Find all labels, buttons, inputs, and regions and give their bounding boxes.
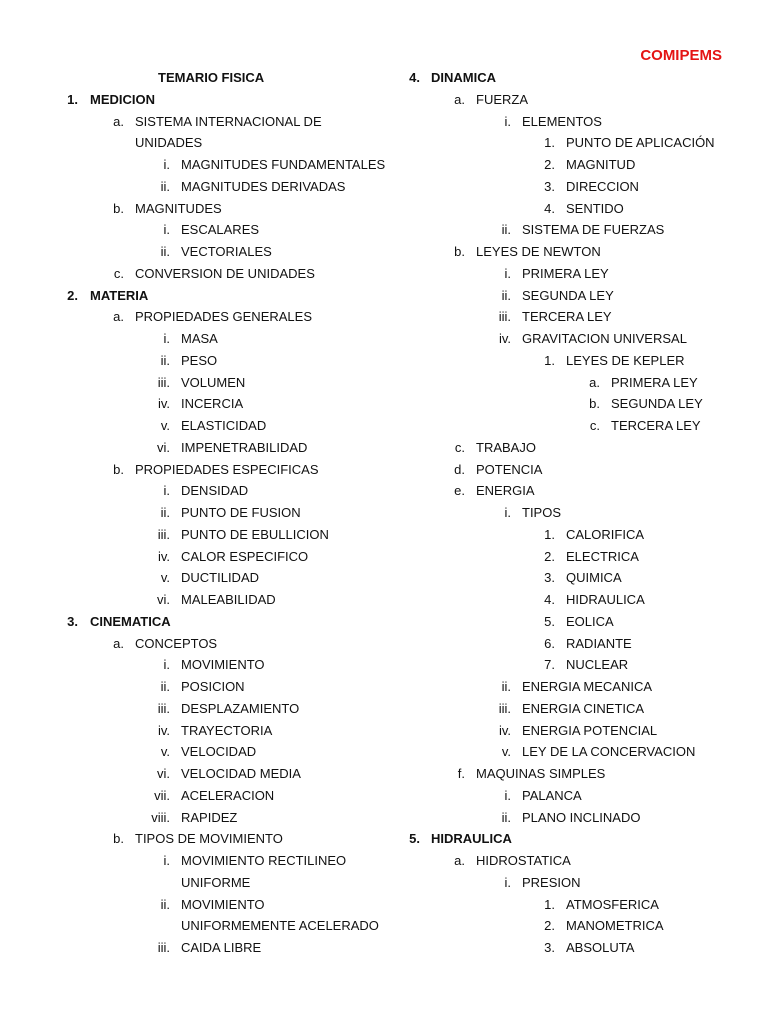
outline-item-text: SISTEMA INTERNACIONAL DE	[135, 113, 322, 129]
outline-item-number: ii.	[160, 679, 170, 694]
outline-item-number: i.	[163, 657, 170, 673]
outline-item	[0, 306, 768, 328]
outline-item-number: iv.	[157, 548, 170, 564]
outline-item	[0, 785, 768, 807]
outline-item-text: NUCLEAR	[566, 657, 629, 673]
outline-item-number: ii.	[501, 287, 511, 303]
outline-item-text: ENERGIA MECANICA	[522, 679, 653, 694]
outline-item-number: iv.	[498, 331, 511, 346]
outline-item-text: ENERGIA	[476, 483, 535, 499]
outline-item-text: ATMOSFERICA	[566, 896, 659, 912]
outline-item-number: f.	[457, 766, 465, 781]
outline-item-number: ii.	[160, 178, 170, 194]
outline-item-text: VELOCIDAD	[181, 744, 257, 760]
outline-item-text: VECTORIALES	[181, 244, 272, 259]
outline-item-number: i.	[163, 157, 170, 172]
outline-item	[0, 567, 768, 589]
outline-item-text: GRAVITACION UNIVERSAL	[522, 331, 687, 346]
outline-item-text: PUNTO DE FUSION	[181, 505, 301, 520]
outline-item-text: CALORIFICA	[566, 526, 645, 542]
outline-item	[0, 328, 768, 350]
outline-item-text: PROPIEDADES GENERALES	[135, 309, 312, 325]
outline-item-number: 3.	[544, 940, 555, 955]
outline-item-number: i.	[163, 331, 170, 346]
outline-item-number: c.	[454, 439, 465, 455]
outline-item-text: ACELERACION	[181, 787, 275, 803]
outline-item-text: PROPIEDADES ESPECIFICAS	[135, 461, 319, 477]
outline-item-text: MAGNITUDES FUNDAMENTALES	[181, 157, 386, 172]
outline-item-text: CONCEPTOS	[135, 635, 218, 651]
outline-item-number: i.	[504, 787, 511, 803]
outline-item-number: ii.	[501, 222, 511, 238]
outline-item-text: DUCTILIDAD	[181, 570, 260, 586]
outline-item-text: PESO	[181, 352, 218, 368]
outline-item-text: PRIMERA LEY	[611, 374, 698, 390]
outline-item-number: ii.	[160, 352, 170, 368]
outline-item-number: b.	[113, 831, 124, 847]
outline-item-number: i.	[504, 113, 511, 129]
outline-item-number: 4.	[544, 200, 555, 216]
outline-item	[0, 198, 768, 220]
outline-item-text: VELOCIDAD MEDIA	[181, 766, 301, 781]
outline-item-number: i.	[163, 853, 170, 868]
outline-item-text: ABSOLUTA	[566, 940, 635, 955]
outline-item-number: 2.	[67, 287, 78, 303]
outline-item-text: PLANO INCLINADO	[522, 809, 641, 825]
outline-item-text: PUNTO DE APLICACIÓN	[566, 135, 715, 151]
right-outline-column	[0, 67, 768, 959]
outline-item-text: HIDRAULICA	[566, 592, 645, 607]
outline-item-text: PRESION	[522, 874, 581, 890]
outline-item-text: RAPIDEZ	[181, 809, 238, 825]
outline-item	[0, 415, 768, 437]
outline-item	[0, 176, 768, 198]
outline-item-number: iii.	[498, 309, 511, 325]
outline-item-number: a.	[589, 374, 600, 390]
outline-item-number: iii.	[498, 700, 511, 716]
outline-item-text: ELEMENTOS	[522, 113, 602, 129]
outline-item	[0, 633, 768, 655]
outline-item-text: DESPLAZAMIENTO	[181, 700, 300, 716]
outline-item-text: CAIDA LIBRE	[181, 940, 262, 955]
outline-item	[0, 393, 768, 415]
outline-item	[0, 915, 768, 937]
outline-item-number: a.	[454, 91, 465, 107]
outline-item	[0, 502, 768, 524]
outline-item-text: MOVIMIENTO	[181, 657, 265, 673]
outline-item-text: POSICION	[181, 679, 245, 694]
outline-item-text: MANOMETRICA	[566, 918, 664, 934]
section-heading: MATERIA	[90, 287, 149, 303]
outline-item-number: v.	[501, 744, 511, 760]
outline-item	[0, 654, 768, 676]
section-heading: MEDICION	[90, 91, 155, 107]
outline-item-text: DIRECCION	[566, 178, 639, 194]
outline-item-number: b.	[454, 244, 465, 259]
outline-item-text: TIPOS	[522, 505, 562, 520]
outline-item-number: iii.	[157, 526, 170, 542]
outline-item-number: c.	[589, 418, 600, 433]
outline-item-text: ELASTICIDAD	[181, 418, 267, 433]
outline-item	[0, 241, 768, 263]
outline-item	[0, 741, 768, 763]
outline-item-number: 5.	[544, 613, 555, 629]
document-title: TEMARIO FISICA	[158, 70, 265, 85]
outline-item-number: v.	[160, 744, 170, 760]
outline-item-text: CALOR ESPECIFICO	[181, 548, 309, 564]
outline-item-text: PRIMERA LEY	[522, 265, 609, 281]
outline-item-number: i.	[163, 222, 170, 238]
outline-item-text: ENERGIA POTENCIAL	[522, 722, 658, 738]
outline-item-number: vi.	[157, 592, 170, 607]
outline-item-number: 4.	[544, 592, 555, 607]
outline-item-number: vii.	[154, 787, 170, 803]
outline-item-text: SISTEMA DE FUERZAS	[522, 222, 665, 238]
outline-item	[0, 350, 768, 372]
outline-item	[0, 763, 768, 785]
outline-item-number: 3.	[544, 178, 555, 194]
outline-item-number: v.	[160, 570, 170, 586]
outline-item-number: e.	[454, 483, 465, 499]
outline-item-number: 1.	[544, 135, 555, 151]
outline-item-text: ENERGIA CINETICA	[522, 700, 645, 716]
outline-item-number: ii.	[160, 244, 170, 259]
outline-item-number: iv.	[157, 396, 170, 412]
outline-item	[0, 850, 768, 872]
outline-item-text: MAQUINAS SIMPLES	[476, 766, 606, 781]
outline-item-number: vi.	[157, 439, 170, 455]
outline-item-number: b.	[589, 396, 600, 412]
outline-item-number: a.	[113, 309, 124, 325]
outline-item-text: UNIFORME	[181, 874, 251, 890]
outline-item-text: UNIFORMEMENTE ACELERADO	[181, 918, 379, 934]
outline-item	[0, 872, 768, 894]
outline-item-text: LEY DE LA CONCERVACION	[522, 744, 696, 760]
outline-item-text: EOLICA	[566, 613, 614, 629]
brand-heading: COMIPEMS	[640, 47, 722, 64]
outline-item-text: SEGUNDA LEY	[522, 287, 614, 303]
outline-item	[0, 437, 768, 459]
outline-item-text: TRABAJO	[476, 439, 536, 455]
outline-item-number: a.	[113, 635, 124, 651]
outline-item	[0, 132, 768, 154]
outline-item-number: ii.	[160, 896, 170, 912]
outline-item-number: v.	[160, 418, 170, 433]
outline-item-number: d.	[454, 461, 465, 477]
outline-item	[0, 698, 768, 720]
outline-item-number: ii.	[160, 505, 170, 520]
outline-item	[0, 676, 768, 698]
outline-item-text: MAGNITUD	[566, 157, 636, 172]
outline-item-text: PALANCA	[522, 787, 582, 803]
outline-item-text: TERCERA LEY	[522, 309, 612, 325]
outline-item-number: 1.	[67, 91, 78, 107]
outline-item-number: iii.	[157, 940, 170, 955]
outline-item-text: DENSIDAD	[181, 483, 249, 499]
outline-item-text: MAGNITUDES DERIVADAS	[181, 178, 346, 194]
outline-item	[0, 589, 768, 611]
outline-item-text: TIPOS DE MOVIMIENTO	[135, 831, 283, 847]
outline-item	[0, 111, 768, 133]
outline-item-number: b.	[113, 461, 124, 477]
outline-item	[0, 219, 768, 241]
outline-item	[0, 67, 768, 89]
outline-item	[0, 459, 768, 481]
outline-item-text: RADIANTE	[566, 635, 632, 651]
outline-item	[0, 89, 768, 111]
outline-item-number: 4.	[409, 70, 420, 85]
outline-item-number: 1.	[544, 896, 555, 912]
outline-item-number: 1.	[544, 526, 555, 542]
outline-item-number: 1.	[544, 352, 555, 368]
outline-item-number: 2.	[544, 157, 555, 172]
outline-item	[0, 372, 768, 394]
outline-item-text: UNIDADES	[135, 135, 203, 151]
outline-item-text: CONVERSION DE UNIDADES	[135, 265, 315, 281]
outline-item-text: MASA	[181, 331, 218, 346]
outline-item	[0, 524, 768, 546]
outline-item-text: MALEABILIDAD	[181, 592, 276, 607]
outline-item-text: PUNTO DE EBULLICION	[181, 526, 329, 542]
outline-item-number: 2.	[544, 548, 555, 564]
outline-item-number: c.	[113, 265, 124, 281]
outline-item-text: FUERZA	[476, 91, 528, 107]
outline-item-text: SENTIDO	[566, 200, 624, 216]
outline-item-text: QUIMICA	[566, 570, 622, 586]
section-heading: HIDRAULICA	[431, 831, 512, 847]
outline-item-number: i.	[504, 874, 511, 890]
outline-item-text: IMPENETRABILIDAD	[181, 439, 308, 455]
outline-item-number: 5.	[409, 831, 420, 847]
outline-item-number: a.	[454, 853, 465, 868]
outline-item	[0, 894, 768, 916]
outline-item	[0, 546, 768, 568]
section-heading: CINEMATICA	[90, 613, 171, 629]
outline-item-text: TERCERA LEY	[611, 418, 701, 433]
outline-item-text: TRAYECTORIA	[181, 722, 273, 738]
outline-item-text: MAGNITUDES	[135, 200, 222, 216]
outline-item-number: iii.	[157, 374, 170, 390]
outline-item-text: HIDROSTATICA	[476, 853, 571, 868]
outline-item-number: i.	[163, 483, 170, 499]
outline-item	[0, 285, 768, 307]
outline-item-number: ii.	[501, 809, 511, 825]
outline-item-number: 6.	[544, 635, 555, 651]
outline-item-number: iv.	[157, 722, 170, 738]
outline-item	[0, 263, 768, 285]
outline-item-number: i.	[504, 505, 511, 520]
outline-item-text: ELECTRICA	[566, 548, 639, 564]
outline-item-number: i.	[504, 265, 511, 281]
outline-item-number: b.	[113, 200, 124, 216]
outline-item-number: 2.	[544, 918, 555, 934]
outline-item	[0, 154, 768, 176]
outline-item-number: vi.	[157, 766, 170, 781]
outline-item-text: LEYES DE KEPLER	[566, 352, 685, 368]
outline-item-text: MOVIMIENTO RECTILINEO	[181, 853, 347, 868]
outline-item-text: POTENCIA	[476, 461, 543, 477]
outline-item-number: viii.	[151, 809, 170, 825]
outline-item-number: ii.	[501, 679, 511, 694]
outline-item	[0, 720, 768, 742]
outline-item-number: 7.	[544, 657, 555, 673]
section-heading: DINAMICA	[431, 70, 496, 85]
outline-item-number: 3.	[544, 570, 555, 586]
outline-item-number: 3.	[67, 613, 78, 629]
outline-item-text: SEGUNDA LEY	[611, 396, 703, 412]
outline-item-number: iv.	[498, 722, 511, 738]
outline-item	[0, 937, 768, 959]
outline-item-number: a.	[113, 113, 124, 129]
outline-item-text: MOVIMIENTO	[181, 896, 265, 912]
outline-item	[0, 611, 768, 633]
outline-item-text: LEYES DE NEWTON	[476, 244, 601, 259]
outline-item-text: INCERCIA	[181, 396, 244, 412]
outline-item-text: VOLUMEN	[181, 374, 246, 390]
outline-item	[0, 807, 768, 829]
outline-item	[0, 480, 768, 502]
outline-item	[0, 828, 768, 850]
outline-item-number: iii.	[157, 700, 170, 716]
outline-item-text: ESCALARES	[181, 222, 260, 238]
